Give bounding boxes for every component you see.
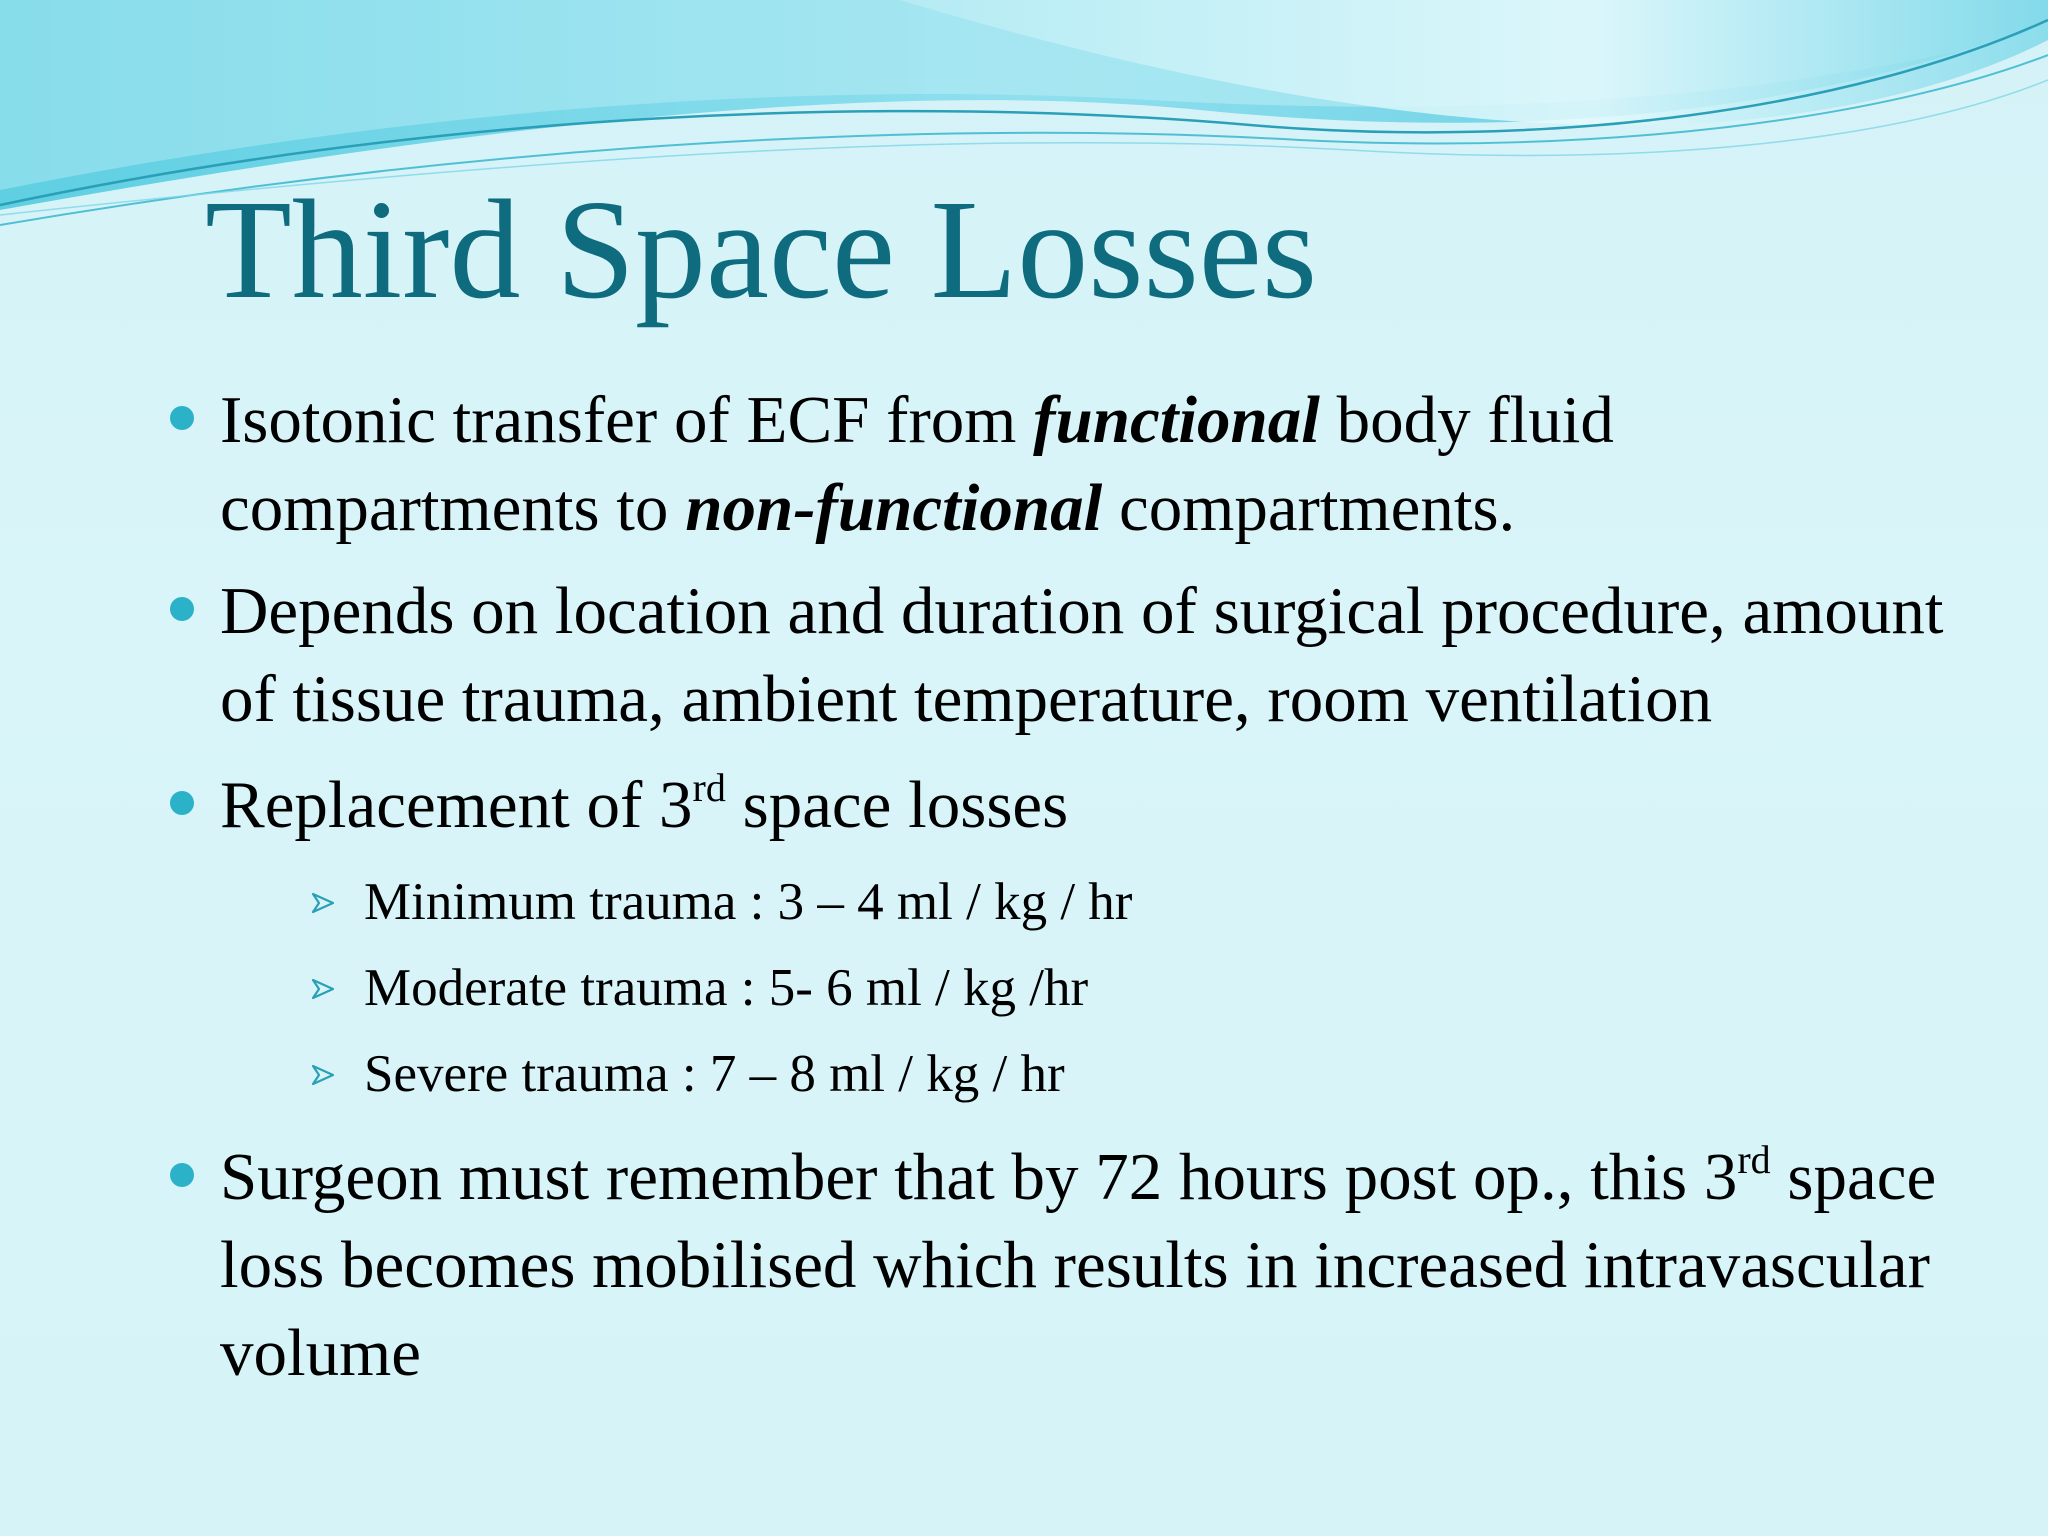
sub-item-minimum-trauma [310, 859, 2048, 945]
bullet-item-isotonic-transfer [170, 376, 1970, 552]
slide-title: Third Space Losses [205, 170, 1318, 328]
bullet-text-part: body fluid compartments to [220, 383, 1614, 545]
bullet-item-surgeon-remember [170, 1133, 1970, 1397]
bullet-text-part: space loss becomes mobilised which results in increased intravascular volume [220, 1140, 1937, 1390]
bullet-item-replacement [170, 761, 1970, 849]
bullet-text: Depends on location and duration of surgical procedure, amount of tissue trauma, ambient temperature, room ventilation [220, 574, 1944, 736]
bullet-text-part: Replacement of 3 [220, 768, 693, 842]
bullet-dot-icon [170, 791, 194, 815]
sub-bullet-list [310, 859, 2048, 1117]
arrow-right-icon [310, 977, 336, 1001]
bullet-text-part: Surgeon must remember that by 72 hours post op., this 3 [220, 1140, 1738, 1214]
sub-item-severe-trauma [310, 1031, 2048, 1117]
arrow-right-icon [310, 1063, 336, 1087]
emphasis-non-functional: non-functional [685, 471, 1103, 545]
bullet-item-depends-on [170, 567, 1970, 743]
bullet-text-part: Isotonic transfer of ECF from [220, 383, 1034, 457]
superscript-rd: rd [1737, 1137, 1771, 1182]
arrow-right-icon [310, 891, 336, 915]
emphasis-functional: functional [1033, 383, 1320, 457]
bullet-text-part: compartments. [1102, 471, 1516, 545]
sub-item-text: Moderate trauma : 5- 6 ml / kg /hr [364, 959, 1089, 1017]
bullet-list [170, 376, 1970, 1397]
sub-item-text: Severe trauma : 7 – 8 ml / kg / hr [364, 1045, 1065, 1103]
bullet-dot-icon [170, 1163, 194, 1187]
bullet-text-part: space losses [725, 768, 1069, 842]
bullet-dot-icon [170, 406, 194, 430]
sub-item-moderate-trauma [310, 945, 2048, 1031]
bullet-dot-icon [170, 597, 194, 621]
superscript-rd: rd [692, 765, 726, 810]
sub-item-text: Minimum trauma : 3 – 4 ml / kg / hr [364, 873, 1133, 931]
